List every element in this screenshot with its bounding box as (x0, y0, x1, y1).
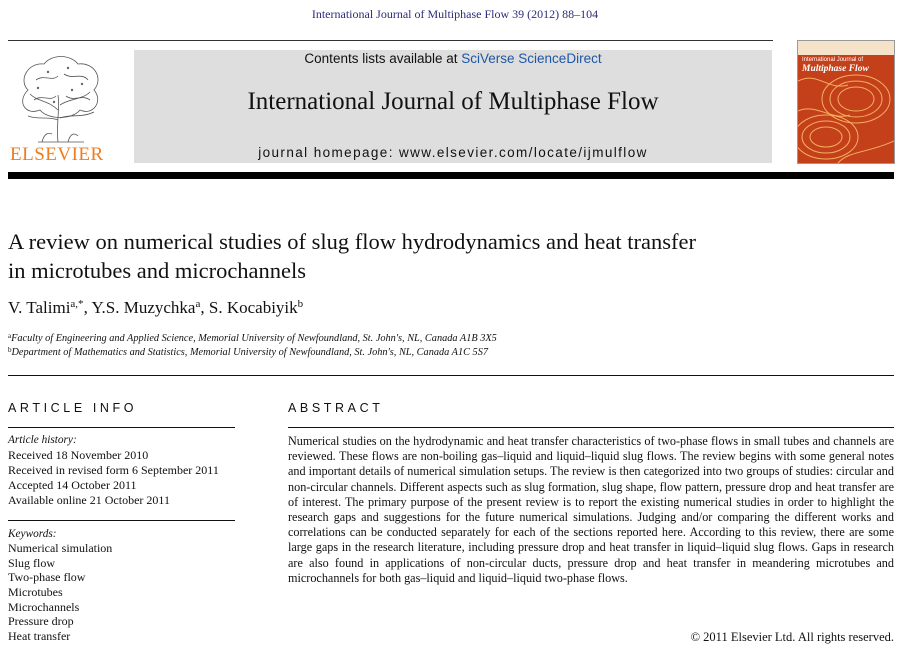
cover-title-small: International Journal of (802, 57, 864, 63)
abstract-rule (288, 427, 894, 428)
article-info-heading: ARTICLE INFO (8, 401, 138, 415)
copyright-notice: © 2011 Elsevier Ltd. All rights reserved. (690, 630, 894, 644)
header-thick-rule (8, 172, 894, 179)
author-separator: , (83, 298, 92, 317)
journal-homepage[interactable]: journal homepage: www.elsevier.com/locate/ijmulflow (258, 145, 648, 160)
cover-title: Multiphase Flow (802, 64, 869, 74)
header-top-rule (8, 40, 773, 41)
keyword-item[interactable]: Numerical simulation (8, 541, 113, 555)
affiliation-b (8, 346, 488, 358)
section-divider (8, 375, 894, 376)
article-info-rule (8, 427, 235, 428)
abstract-heading: ABSTRACT (288, 401, 384, 415)
sciencedirect-link[interactable]: SciVerse ScienceDirect (461, 51, 602, 66)
affiliation-text: Faculty of Engineering and Applied Science, Memorial University of Newfoundland, St. John's, NL, Canada A1B 3X5 (11, 333, 497, 344)
author-list (8, 298, 303, 318)
journal-title: International Journal of Multiphase Flow (247, 88, 659, 115)
keyword-item[interactable]: Two-phase flow (8, 570, 86, 584)
history-item: Accepted 14 October 2011 (8, 478, 137, 492)
article-title-line2: in microtubes and microchannels (8, 258, 307, 283)
keywords-rule (8, 520, 235, 521)
history-item: Available online 21 October 2011 (8, 493, 170, 507)
keyword-item[interactable]: Microtubes (8, 585, 63, 599)
affiliation-marker: b (8, 346, 12, 354)
article-title-line1: A review on numerical studies of slug flow hydrodynamics and heat transfer (8, 229, 696, 254)
journal-citation: International Journal of Multiphase Flow 39 (2012) 88–104 (311, 7, 599, 21)
abstract-text: Numerical studies on the hydrodynamic and heat transfer characteristics of two-phase flows in small tubes and channels are reviewed. These flows are non-boiling gas–liquid and liquid–liquid slug flows. The review begins with some general notes and important details of numerical simulation setups. The review is then categorized into two groups of studies: circular and non-circular channels. Different aspects such as slug formation, slug shape, flow pattern, pressure drop and heat transfer are of interest. The primary purpose of the present review is to report the existing numerical studies in order to highlight the research gaps and suggestions for the future numerical simulations. Judging and/or comparing the different works and correlations can be conducted separately for each of the sections reported here. According to this review, there are some large gaps in the research literature, including pressure drop and heat transfer in liquid–liquid slug flows. Gaps in research are also found in applications of non-circular ducts, pressure drop and heat transfer in meandering microtubes and microchannels for both gas–liquid and liquid–liquid two-phase flows. (288, 434, 894, 585)
author-name[interactable]: V. Talimi (8, 298, 71, 317)
author-name[interactable]: Y.S. Muzychka (91, 298, 196, 317)
publisher-wordmark: ELSEVIER (10, 144, 104, 165)
author-name[interactable]: S. Kocabiyik (208, 298, 298, 317)
author-separator: , (200, 298, 209, 317)
affiliation-a (8, 332, 497, 344)
article-history-label: Article history: (8, 434, 77, 446)
author-affiliation-marker: b (297, 298, 304, 310)
keyword-item[interactable]: Microchannels (8, 600, 80, 614)
journal-cover-thumbnail (797, 40, 895, 164)
keyword-item[interactable]: Slug flow (8, 556, 56, 570)
contents-line (134, 51, 772, 66)
keywords-label: Keywords: (8, 528, 57, 540)
history-item: Received in revised form 6 September 2011 (8, 463, 219, 477)
affiliation-marker: a (8, 332, 12, 340)
affiliation-text: Department of Mathematics and Statistics, Memorial University of Newfoundland, St. John's, NL, Canada A1C 5S7 (11, 347, 489, 358)
contents-prefix: Contents lists available at (304, 51, 462, 66)
article-title (8, 227, 888, 285)
keyword-item[interactable]: Pressure drop (8, 614, 74, 628)
history-item: Received 18 November 2010 (8, 448, 149, 462)
author-affiliation-marker: a (195, 298, 201, 310)
author-affiliation-marker: a,* (70, 298, 84, 310)
keyword-item[interactable]: Heat transfer (8, 629, 71, 643)
